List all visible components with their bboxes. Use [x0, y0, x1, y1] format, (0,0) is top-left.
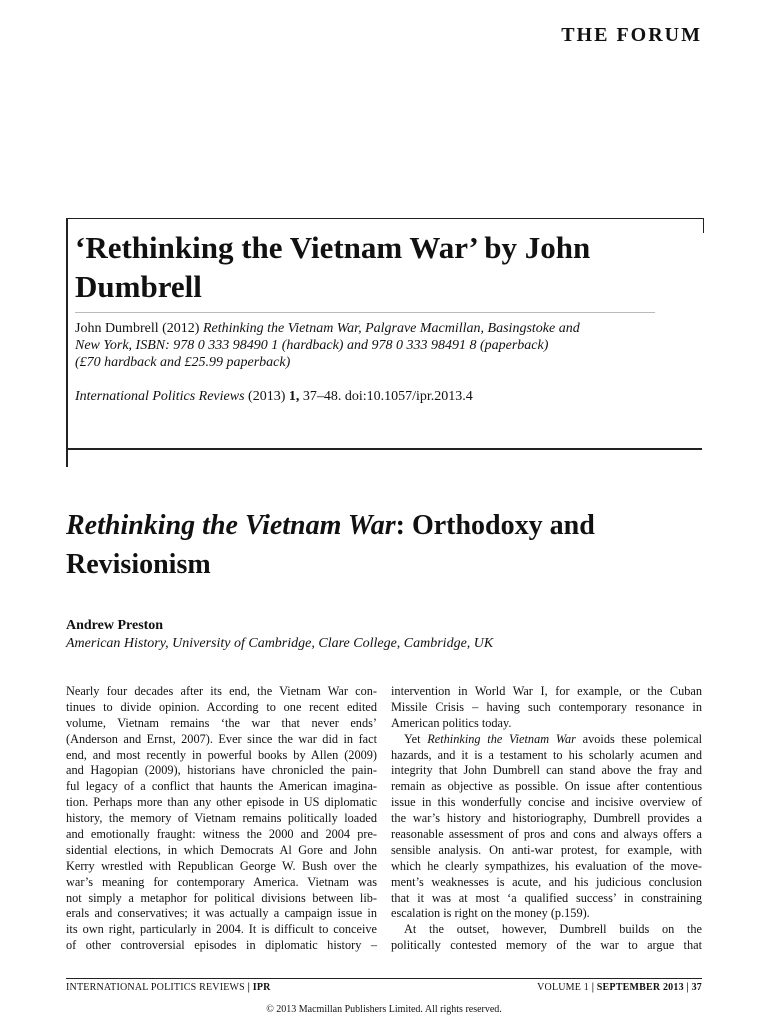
- citation-line: New York, ISBN: 978 0 333 98490 1 (hardback) and 978 0 333 98491 8 (paperback): [75, 338, 549, 353]
- body-line: erals and conservatives; it was actually a campaign issue in: [66, 906, 377, 921]
- body-line: history, the memory of Vietnam remains politically loaded: [66, 811, 377, 826]
- footer-volume: VOLUME 1: [537, 982, 589, 993]
- body-line: politically contested memory of the war to argue that: [391, 938, 702, 953]
- citation-book-details: Rethinking the Vietnam War, Palgrave Macmillan, Basingstoke and: [202, 321, 580, 336]
- body-line: issue in this wonderfully concise and incisive overview of: [391, 795, 702, 810]
- body-line: American politics today.: [391, 715, 512, 730]
- body-line: tion. Perhaps more than any other episode in US diplomatic: [66, 795, 377, 810]
- body-line: integrity that John Dumbrell can stand above the fray and: [391, 763, 702, 778]
- box-corner-tick: [703, 219, 704, 233]
- body-column-left: [66, 684, 377, 954]
- journal-reference: [75, 388, 675, 405]
- body-column-right: [391, 684, 702, 954]
- page-number: 37: [691, 982, 702, 993]
- author-affiliation: American History, University of Cambridge, Clare College, Cambridge, UK: [66, 636, 494, 651]
- citation-line: (£70 hardback and £25.99 paperback): [75, 355, 291, 370]
- body-line: hazards, and it is a testament to his scholarly acumen and: [391, 747, 702, 762]
- journal-name: International Politics Reviews: [75, 389, 245, 404]
- body-line: escalation is right on the money (p.159).: [391, 906, 590, 921]
- body-line: and Hagopian (2009), historians have chronicled the pain-: [66, 763, 377, 778]
- article-title-rest: : Orthodoxy and Revisionism: [66, 510, 595, 580]
- journal-volume: 1,: [288, 389, 300, 404]
- box-bottom-divider: [66, 448, 702, 450]
- title-divider: [75, 312, 655, 313]
- footer-divider: [66, 978, 702, 979]
- footer-issue-date: SEPTEMBER 2013: [596, 982, 684, 993]
- body-line: Yet Rethinking the Vietnam War avoids these polemical: [404, 731, 702, 746]
- footer-separator: |: [247, 982, 251, 993]
- body-line: tinues to divide opinion. According to one recent edited: [66, 699, 377, 714]
- body-line: Kerry wrestled with Republican George W. Bush over the: [66, 858, 377, 873]
- body-line: and emotionally fraught: witness the 2000 and 2004 pre-: [66, 827, 377, 842]
- body-line: end, and most recently in powerful books by Allen (2009): [66, 747, 377, 762]
- body-line: (Anderson and Ernst, 2007). Ever since the war did in fact: [66, 731, 377, 746]
- footer-separator: |: [686, 982, 689, 993]
- footer-journal-abbr: IPR: [252, 982, 271, 993]
- article-title: [66, 506, 706, 584]
- book-citation: [75, 320, 665, 371]
- body-line: reasonable assessment of pros and cons and always offers a: [391, 827, 702, 842]
- article-title-italic: Rethinking the Vietnam War: [66, 510, 396, 541]
- body-line: remain as objective as possible. On issue after contentious: [391, 779, 702, 794]
- body-line: sidential elections, in which Democrats Al Gore and John: [66, 842, 377, 857]
- body-line: war’s meaning for contemporary America. Vietnam was: [66, 874, 377, 889]
- body-line: intervention in World War I, for example, or the Cuban: [391, 684, 702, 698]
- copyright-notice: © 2013 Macmillan Publishers Limited. All rights reserved.: [266, 1004, 502, 1015]
- body-line: Nearly four decades after its end, the Vietnam War con-: [66, 684, 377, 698]
- author-name: Andrew Preston: [66, 618, 164, 633]
- body-line: ment’s weaknesses is acute, and his judicious conclusion: [391, 874, 702, 889]
- citation-author-year: John Dumbrell (2012): [75, 321, 203, 336]
- body-line: sensible analysis. On anti-war protest, for example, with: [391, 842, 702, 857]
- footer-volume-info: [537, 982, 702, 993]
- body-line: not simply a metaphor for political divisions between lib-: [66, 890, 377, 905]
- journal-pages-doi: 37–48. doi:10.1057/ipr.2013.4: [299, 389, 473, 404]
- body-line: ful legacy of a conflict that haunts the American imagina-: [66, 779, 377, 794]
- section-label: THE FORUM: [561, 24, 702, 46]
- body-line: At the outset, however, Dumbrell builds on the: [404, 922, 702, 937]
- footer-journal: [66, 982, 271, 993]
- footer-journal-name: INTERNATIONAL POLITICS REVIEWS: [66, 982, 245, 993]
- body-line: Missile Crisis – having such contemporary resonance in: [391, 699, 702, 714]
- footer-separator: |: [591, 982, 595, 993]
- journal-year: (2013): [244, 389, 289, 404]
- body-line: of other controversial episodes in diplomatic history –: [66, 938, 377, 953]
- body-line: volume, Vietnam remains ‘the war that never ends’: [66, 715, 377, 730]
- body-line: which he clearly sympathizes, his evaluation of the move-: [391, 858, 702, 873]
- citation-line: [75, 320, 665, 337]
- body-line: the war’s history and historiography, Dumbrell provides a: [391, 811, 702, 826]
- body-line: its own right, particularly in 2004. It is difficult to conceive: [66, 922, 377, 937]
- body-line: that it was at most ‘a qualified success’ in constraining: [391, 890, 702, 905]
- review-title: ‘Rethinking the Vietnam War’ by John Dumbrell: [75, 230, 591, 304]
- body-italic-title: Rethinking the Vietnam War: [427, 731, 576, 746]
